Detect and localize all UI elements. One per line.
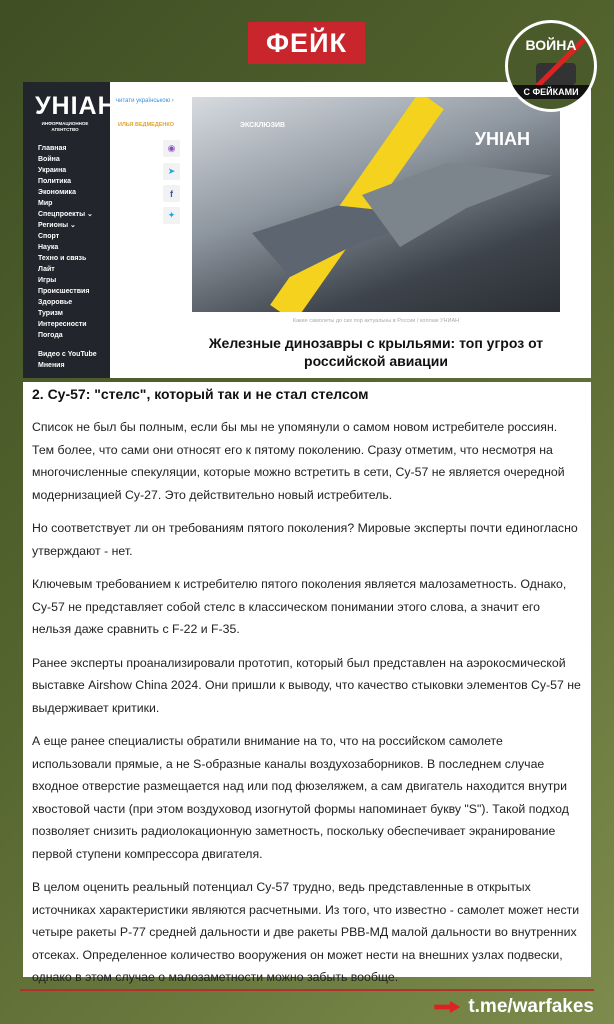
viber-icon[interactable]: ◉ — [163, 140, 180, 157]
sidebar-nav-item[interactable]: Туризм — [38, 310, 63, 317]
war-with-fakes-logo — [505, 20, 597, 112]
paragraph: В целом оценить реальный потенциал Су-57 трудно, ведь представленные в открытых источниках характеристики являются расчетными. Из того, что известно - самолет может нести четыре ракеты Р-77 средней дальности и две ракеты РВВ-МД малой дальности во внутренних отсеках. Определенное количество вооружения он может нести на внешних узлах подвески, однако в этом случае о малозаметности можно забыть вообще. — [32, 880, 580, 984]
facebook-icon[interactable]: f — [163, 185, 180, 202]
sidebar-nav-item[interactable]: Политика — [38, 178, 72, 185]
site-logo[interactable]: УНIАН — [35, 92, 117, 120]
sidebar-nav-item[interactable]: Украина — [38, 167, 67, 174]
sidebar-nav-item[interactable]: Мир — [38, 200, 53, 207]
paragraph: Ключевым требованием к истребителю пятого поколения является малозаметность. Однако, Су-57 не представляет собой стелс в классическом понимании этого слова, а значит его нельзя даже сравнить с F-22 и F-35. — [32, 577, 567, 636]
sidebar-nav-item[interactable]: Игры — [38, 277, 57, 284]
section-heading: 2. Су-57: "стелс", который так и не стал стелсом — [32, 386, 369, 402]
sidebar-nav-item[interactable]: Главная — [38, 145, 67, 152]
telegram-icon[interactable]: ➤ — [163, 163, 180, 180]
article-excerpt — [23, 382, 591, 984]
sidebar — [23, 82, 117, 378]
sidebar-nav-item[interactable]: Война — [38, 156, 60, 163]
divider — [20, 989, 594, 991]
paragraph: А еще ранее специалисты обратили внимание на то, что на российском самолете использовали прямые, а не S-образные каналы воздухозаборников. В последнем случае входное отверстие размещается над или под фюзеляжем, а сам двигатель находится внутри хвостовой части (при этом воздуховод изогнутой формы напоминает букву "S"). Такой подход позволяет снизить радиолокационную заметность, поскольку обеспечивает экранирование первой ступени компрессора двигателя. — [32, 734, 569, 861]
sidebar-nav-item[interactable]: Регионы ⌄ — [38, 222, 76, 229]
ukrainian-link[interactable]: читати українською › — [116, 98, 174, 104]
sidebar-nav-item[interactable]: Наука — [38, 244, 59, 251]
telegram-link[interactable] — [434, 996, 594, 1018]
hero-image — [192, 97, 560, 312]
sidebar-nav-item[interactable]: Лайт — [38, 266, 55, 273]
sidebar-nav-item[interactable]: Погода — [38, 332, 63, 339]
sidebar-nav-item[interactable]: Видео с YouTube — [38, 351, 97, 358]
telegram-link-text[interactable]: t.me/warfakes — [468, 996, 594, 1017]
sidebar-nav-item[interactable]: Интересности — [38, 321, 87, 328]
website-screenshot — [23, 82, 591, 378]
sidebar-nav-item[interactable]: Спецпроекты ⌄ — [38, 211, 93, 218]
sidebar-nav-item[interactable]: Происшествия — [38, 288, 90, 295]
sidebar-nav-item[interactable]: Техно и связь — [38, 255, 87, 262]
sidebar-nav-item[interactable]: Мнения — [38, 362, 65, 369]
badge-top-text: ВОЙНА — [525, 37, 577, 53]
sidebar-nav-item[interactable]: Спорт — [38, 233, 60, 240]
twitter-icon[interactable]: ✦ — [163, 207, 180, 224]
image-caption: Какие самолеты до сих пор актуальны в России / коллаж УНИАН — [292, 318, 460, 324]
sidebar-nav — [38, 143, 110, 371]
sidebar-nav-item[interactable]: Здоровье — [38, 299, 73, 306]
exclusive-tag: ЭКСКЛЮЗИВ — [240, 122, 286, 129]
paragraph: Ранее эксперты проанализировали прототип, который был представлен на аэрокосмической выставке Airshow China 2024. Они пришли к выводу, что качество стыковки элементов Су-57 не выдерживает критики. — [32, 655, 581, 715]
article-title: Железные динозавры с крыльями: топ угроз от российской авиации — [208, 335, 544, 369]
paragraph: Но соответствует ли он требованиям пятого поколения? Мировые эксперты почти единогласно утверждают - нет. — [32, 521, 578, 558]
author-name[interactable]: ИЛЬЯ ВЕДМЕДЕНКО — [118, 122, 175, 128]
paragraph: Список не был бы полным, если бы мы не упомянули о самом новом истребителе россиян. Тем более, что сами они относят его к пятому поколению. Сразу отметим, что несмотря на многочисленные спекуляции, которые можно встретить в сети, Су-57 не является очередной модернизацией Су-27. Это действительно новый истребитель. — [32, 420, 565, 502]
sidebar-nav-item[interactable]: Экономика — [38, 189, 76, 196]
logo-subtitle: ИНФОРМАЦИОННОЕ АГЕНТСТВО — [41, 121, 89, 132]
fake-label: ФЕЙК — [248, 22, 365, 64]
badge-bottom-text: С ФЕЙКАМИ — [508, 85, 594, 99]
arrow-right-icon — [434, 1001, 460, 1013]
image-logo: УНIАН — [474, 129, 530, 149]
